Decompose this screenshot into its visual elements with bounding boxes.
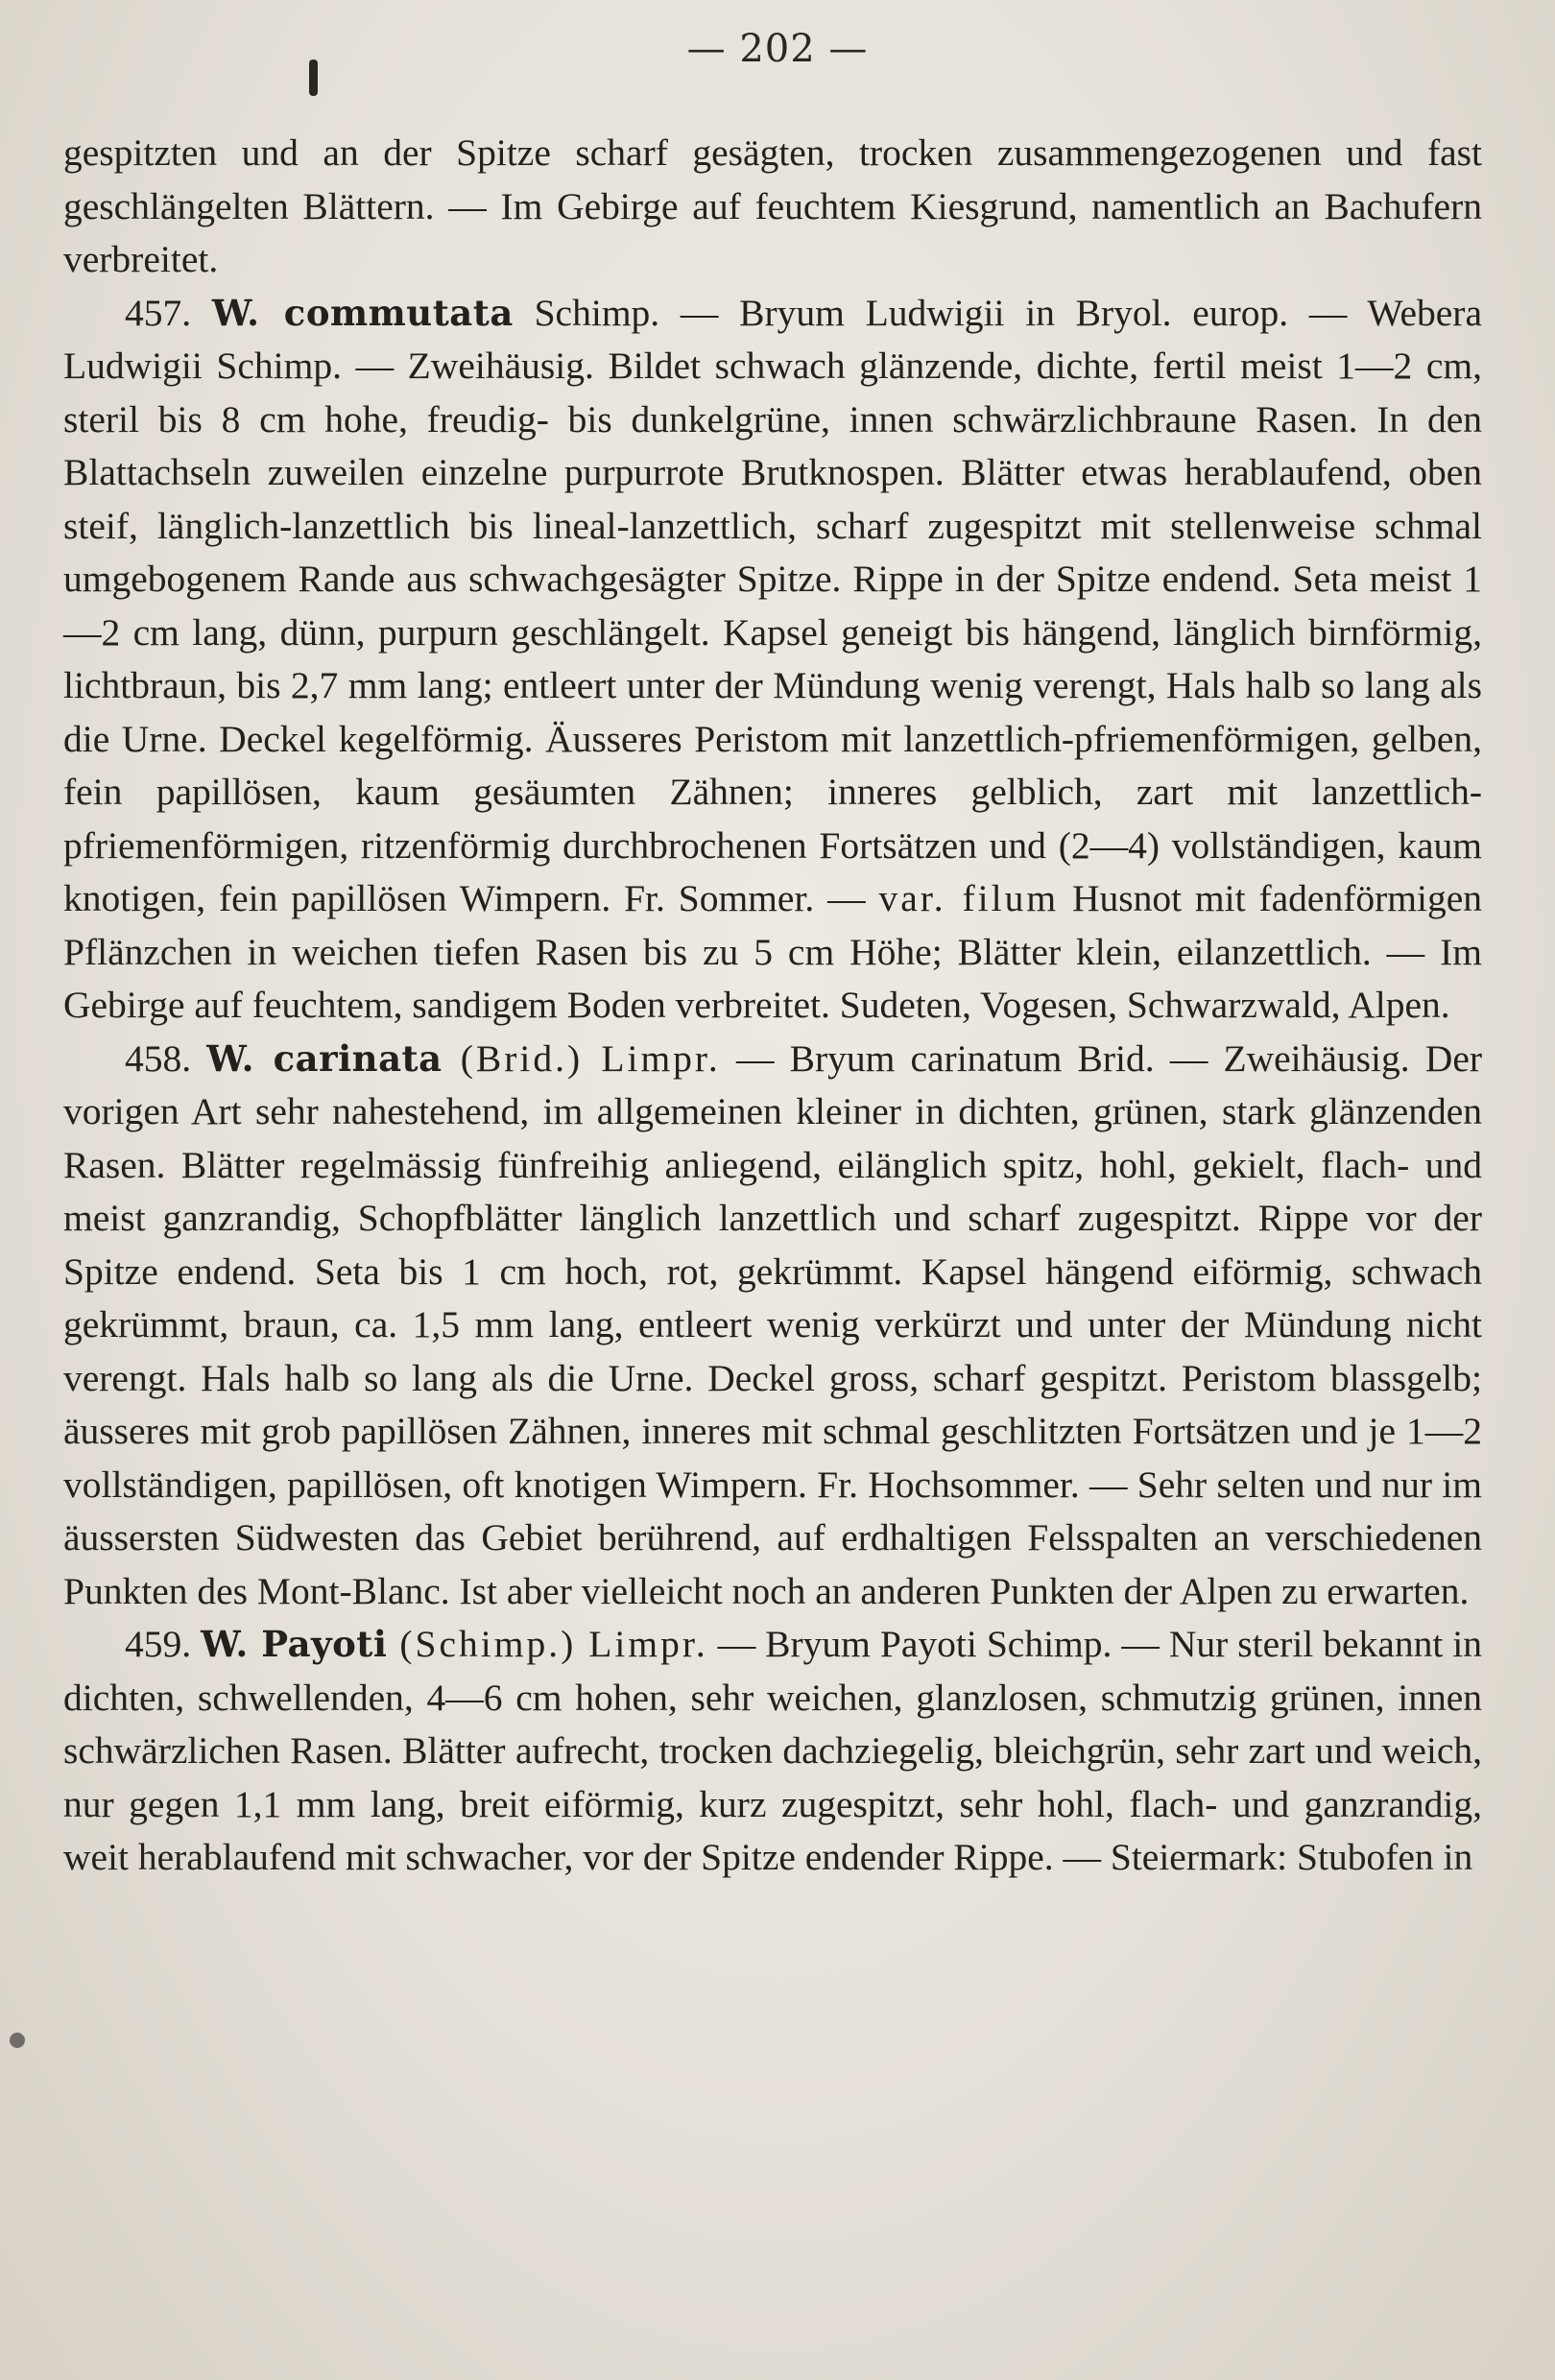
entry-number: 458. bbox=[125, 1036, 192, 1080]
species-name: W. Payoti bbox=[201, 1623, 388, 1665]
entry-459 bbox=[63, 1618, 1482, 1885]
entry-text: Husnot mit fadenförmigen Pflänzchen in weichen tiefen Rasen bis zu 5 cm Höhe; Blätter klein, eilanzettlich. — Im Gebirge auf feuchtem, sandigem Boden verbreitet. Sudeten, Vogesen, Schwarzwald, Alpen. bbox=[63, 877, 1482, 1026]
entry-number: 459. bbox=[125, 1623, 192, 1665]
entry-number: 457. bbox=[125, 291, 192, 334]
ink-speck bbox=[10, 2033, 25, 2048]
entry-458 bbox=[63, 1033, 1482, 1619]
author-citation: (Schimp.) Limpr. bbox=[387, 1623, 708, 1665]
intro-paragraph: gespitzten und an der Spitze scharf gesägten, trocken zusammengezogenen und fast geschlängelten Blättern. — Im Gebirge auf feuchtem Kiesgrund, namentlich an Bachufern verbreitet. bbox=[63, 131, 1482, 280]
entry-457 bbox=[63, 287, 1482, 1033]
species-name: W. carinata bbox=[206, 1036, 443, 1080]
body-text bbox=[63, 127, 1482, 1885]
author-citation: (Brid.) Limpr. bbox=[442, 1036, 721, 1080]
entry-text: — Bryum Payoti Schimp. — Nur steril bekannt in dichten, schwellenden, 4—6 cm hohen, sehr weichen, glanzlosen, schmutzig grünen, innen schwärzlichen Rasen. Blätter aufrecht, trocken dachziegelig, bleichgrün, sehr zart und weich, nur gegen 1,1 mm lang, breit eiförmig, kurz zugespitzt, sehr hohl, flach- und ganzrandig, weit herablaufend mit schwacher, vor der Spitze endender Rippe. — Steiermark: Stubofen in bbox=[63, 1623, 1483, 1878]
species-name: W. commutata bbox=[211, 291, 514, 334]
entry-text: — Bryum carinatum Brid. — Zweihäusig. Der vorigen Art sehr nahestehend, im allgemeinen kleiner in dichten, grünen, stark glänzenden Rasen. Blätter regelmässig fünfreihig anliegend, eilänglich spitz, hohl, gekielt, flach- und meist ganzrandig, Schopfblätter länglich lanzettlich und scharf zugespitzt. Rippe vor der Spitze endend. Seta bis 1 cm hoch, rot, gekrümmt. Kapsel hängend eiförmig, schwach gekrümmt, braun, ca. 1,5 mm lang, entleert wenig verkürzt und unter der Mündung nicht verengt. Hals halb so lang als die Urne. Deckel gross, scharf gespitzt. Peristom blassgelb; äusseres mit grob papillösen Zähnen, inneres mit schmal geschlitzten Fortsätzen und je 1—2 vollständigen, papillösen, oft knotigen Wimpern. Fr. Hochsommer. — Sehr selten und nur im äussersten Südwesten das Gebiet berührend, auf erdhaltigen Felsspalten an verschiedenen Punkten des Mont-Blanc. Ist aber vielleicht noch an anderen Punkten der Alpen zu erwarten. bbox=[63, 1036, 1483, 1612]
entry-text: Schimp. — Bryum Ludwigii in Bryol. europ. — Webera Ludwigii Schimp. — Zweihäusig. Bildet schwach glänzende, dichte, fertil meist 1—2 cm, steril bis 8 cm hohe, freudig- bis dunkelgrüne, innen schwärzlichbraune Rasen. In den Blattachseln zuweilen einzelne purpurrote Brutknospen. Blätter etwas herablaufend, oben steif, länglich-lanzettlich bis lineal-lanzettlich, scharf zugespitzt mit stellenweise schmal umgebogenem Rande aus schwachgesägter Spitze. Rippe in der Spitze endend. Seta meist 1—2 cm lang, dünn, purpurn geschlängelt. Kapsel geneigt bis hängend, länglich birnförmig, lichtbraun, bis 2,7 mm lang; entleert unter der Mündung wenig verengt, Hals halb so lang als die Urne. Deckel kegelförmig. Äusseres Peristom mit lanzettlich-pfriemenförmigen, gelben, fein papillösen, kaum gesäumten Zähnen; inneres gelblich, zart mit lanzettlich-pfriemenförmigen, ritzenförmig durchbrochenen Fortsätzen und (2—4) vollständigen, kaum knotigen, fein papillösen Wimpern. Fr. Sommer. — bbox=[63, 291, 1482, 919]
page-number: — 202 — bbox=[686, 27, 869, 71]
variety-label: var. filum bbox=[878, 877, 1060, 919]
